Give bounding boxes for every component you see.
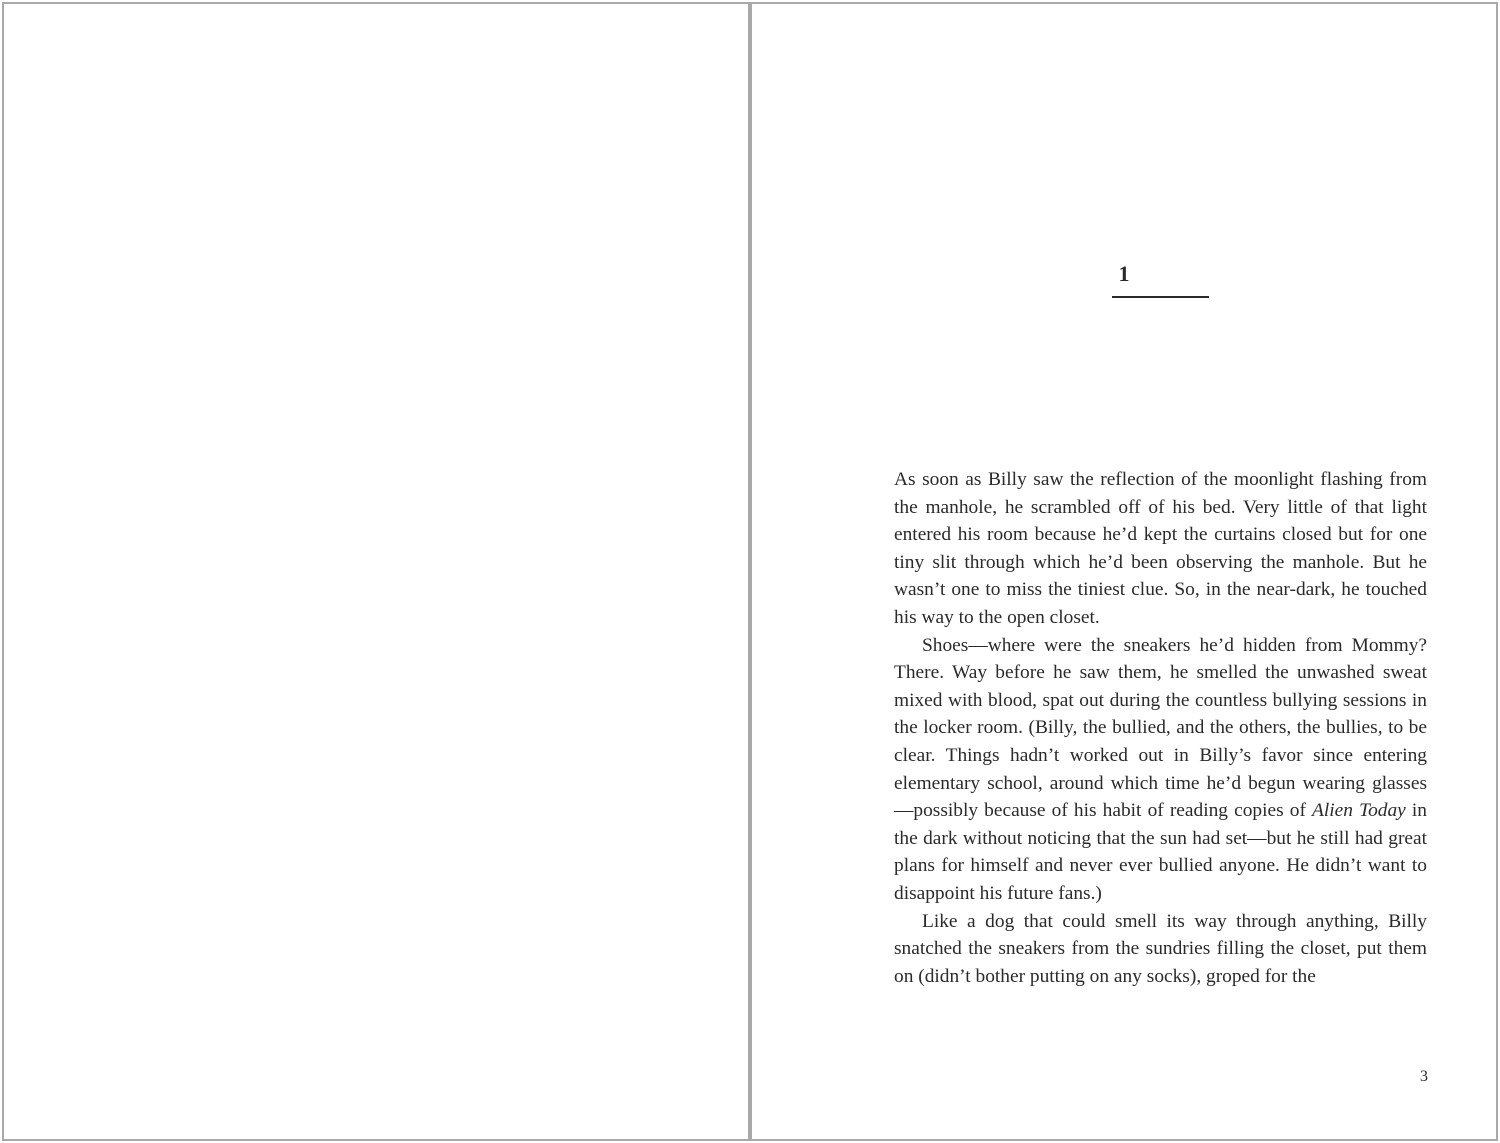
paragraph-3: Like a dog that could smell its way through anything, Billy snatched the sneakers from the sundries filling the closet, put them on (didn’t bother putting on any socks), groped for the <box>894 910 1427 987</box>
chapter-number: 1 <box>1118 261 1130 286</box>
paragraph-1: As soon as Billy saw the reflection of the moonlight flashing from the manhole, he scrambled off of his bed. Very little of that light entered his room because he’d kept the curtains closed but for one tiny slit through which he’d been observing the manhole. But he wasn’t one to miss the tiniest clue. So, in the near-dark, he touched his way to the open closet. <box>894 469 1427 628</box>
chapter-body <box>894 466 1427 990</box>
left-page <box>2 2 750 1141</box>
paragraph-2-text-start: Shoes—where were the sneakers he’d hidden from Mommy? There. Way before he saw them, he smelled the unwashed sweat mixed with blood, spat out during the countless bullying sessions in the locker room. (Billy, the bullied, and the others, the bullies, to be clear. Things hadn’t worked out in Billy’s favor since entering elementary school, around which time he’d begun wearing glasses—possibly because of his habit of reading copies of <box>894 634 1427 822</box>
magazine-title: Alien Today <box>1312 800 1406 822</box>
page-number: 3 <box>1420 1068 1428 1085</box>
paragraph-2 <box>894 632 1427 908</box>
paragraph-2-text-end: in the dark without noticing that the sun had set—but he still had great plans for himself and never ever bullied anyone. He didn’t want to disappoint his future fans.) <box>894 800 1428 904</box>
chapter-rule <box>1112 296 1209 298</box>
right-page <box>750 2 1498 1141</box>
